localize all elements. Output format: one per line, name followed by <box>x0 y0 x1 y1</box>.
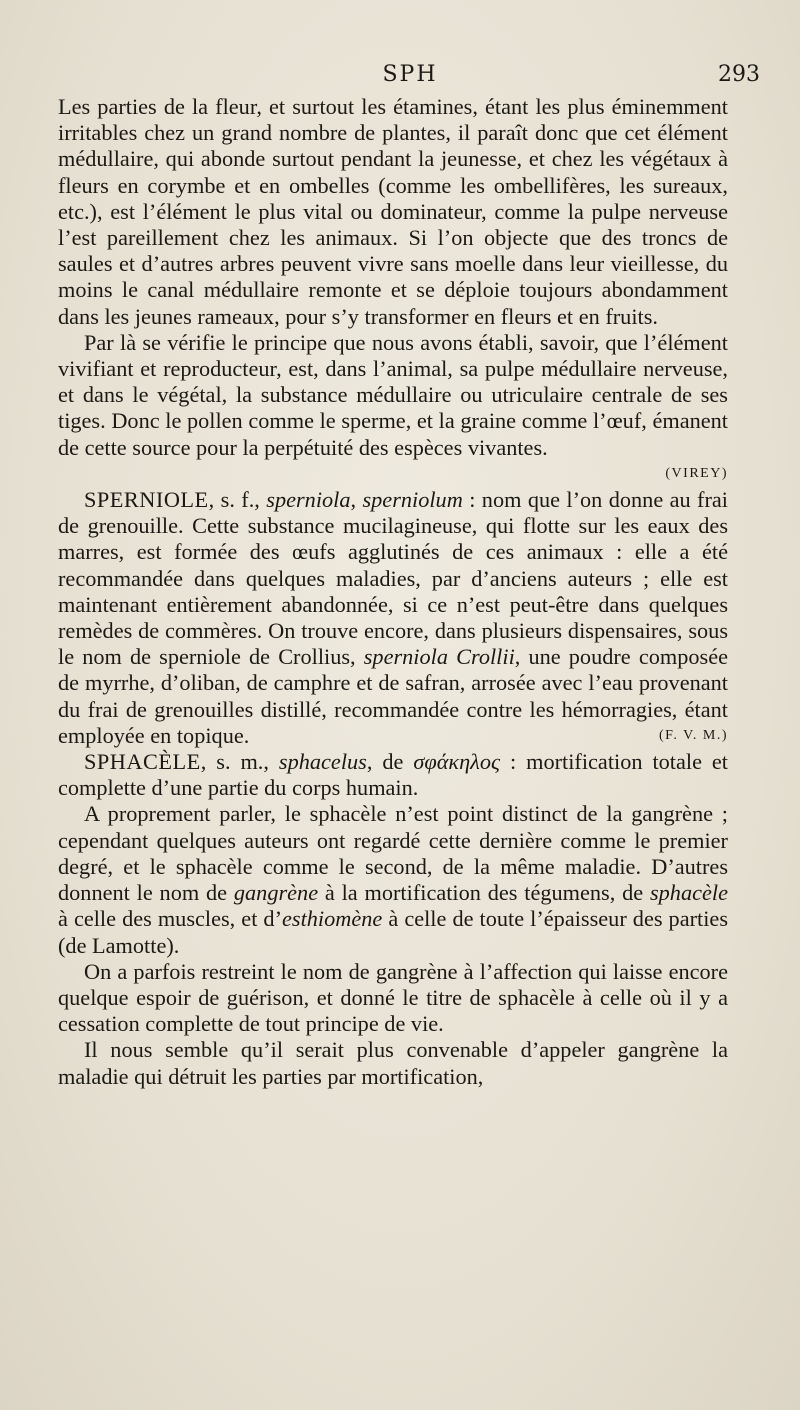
page-number: 293 <box>718 62 760 87</box>
entry-sperniole <box>58 487 728 749</box>
body-text <box>58 94 728 1090</box>
latin-term: sperniolum <box>362 487 463 513</box>
paragraph-proposal: Il nous semble qu’il serait plus convenable d’appeler gangrène la maladie qui détruit les parties par mortification, <box>58 1037 728 1089</box>
term-esthiomene: esthiomène <box>282 906 383 932</box>
grammar-note: , s. f., <box>208 487 267 513</box>
entry-text: , de <box>366 749 414 775</box>
text-run: à la mortification des tégumens, de <box>318 880 650 906</box>
paragraph-definition <box>58 801 728 958</box>
latin-term: sperniola Crollii <box>363 644 515 670</box>
entry-text: : nom que l’on donne au frai de grenouille. Cette substance mucilagineuse, qui flotte sur les eaux des marres, est formée des œufs agglutinés de ces animaux : elle a été recommandée dans quelques maladies, par d’anciens auteurs ; elle est maintenant entièrement abandonnée, si ce n’est peut-être dans quelques remèdes de commères. On trouve encore, dans plusieurs dispensaires, sous le nom de sperniole de Crollius, <box>58 487 728 670</box>
paragraph-continued: Les parties de la fleur, et surtout les étamines, étant les plus éminemment irritables chez un grand nombre de plantes, il paraît donc que cet élément médullaire, qui abonde surtout pendant la jeunesse, et chez les végétaux à fleurs en corymbe et en ombelles (comme les ombellifères, les sureaux, etc.), est l’élément le plus vital ou dominateur, comme la pulpe nerveuse l’est pareillement chez les animaux. Si l’on objecte que des troncs de saules et d’autres arbres peuvent vivre sans moelle dans leur vieillesse, du moins le canal médullaire remonte et se déploie toujours abondamment dans les jeunes rameaux, pour s’y transformer en fleurs et en fruits. <box>58 94 728 329</box>
entry-sphacele <box>58 749 728 801</box>
entry-text: : mortification totale et complette d’une partie du corps humain. <box>58 749 729 801</box>
entry-text: , une poudre composée de myrrhe, d’oliban, de camphre et de safran, arrosée avec l’eau provenant du frai de grenouilles distillé, recommandée contre les hémorragies, étant employée en topique. <box>58 644 728 748</box>
greek-term: σφάκηλος <box>413 749 501 775</box>
running-title: SPH <box>382 62 438 87</box>
signature-virey: (VIREY) <box>665 465 728 481</box>
term-sphacele: sphacèle <box>649 880 728 906</box>
separator: , <box>350 487 363 513</box>
paragraph-principle: Par là se vérifie le principe que nous avons établi, savoir, que l’élément vivifiant et reproducteur, est, dans l’animal, sa pulpe médullaire nerveuse, et dans le végétal, la substance médullaire ou utriculaire centrale de ses tiges. Donc le pollen comme le sperme, et la graine comme l’œuf, émanent de cette source pour la perpétuité des espèces vivantes. <box>58 329 728 460</box>
signature-fvm: (F. V. M.) <box>659 727 728 743</box>
running-head <box>60 62 760 92</box>
text-run: A proprement parler, le sphacèle n’est point distinct de la gangrène ; cependant quelques auteurs ont regardé cette dernière comme le premier degré, et le sphacèle comme le second, de la même maladie. D’autres donnent le nom de <box>58 801 728 906</box>
text-run: à celle des muscles, et d’ <box>58 906 283 932</box>
text-run: à celle de toute l’épaisseur des parties (de Lamotte). <box>58 906 728 958</box>
latin-term: sperniola <box>266 487 351 513</box>
term-gangrene: gangrène <box>233 880 319 906</box>
entry-headword: SPHACÈLE <box>84 749 201 775</box>
latin-term: sphacelus <box>278 749 367 775</box>
paragraph-restriction: On a parfois restreint le nom de gangrène à l’affection qui laisse encore quelque espoir de guérison, et donné le titre de sphacèle à celle où il y a cessation complette de tout principe de vie. <box>58 958 728 1037</box>
grammar-note: , s. m., <box>200 749 279 775</box>
entry-headword: SPERNIOLE <box>84 487 209 513</box>
